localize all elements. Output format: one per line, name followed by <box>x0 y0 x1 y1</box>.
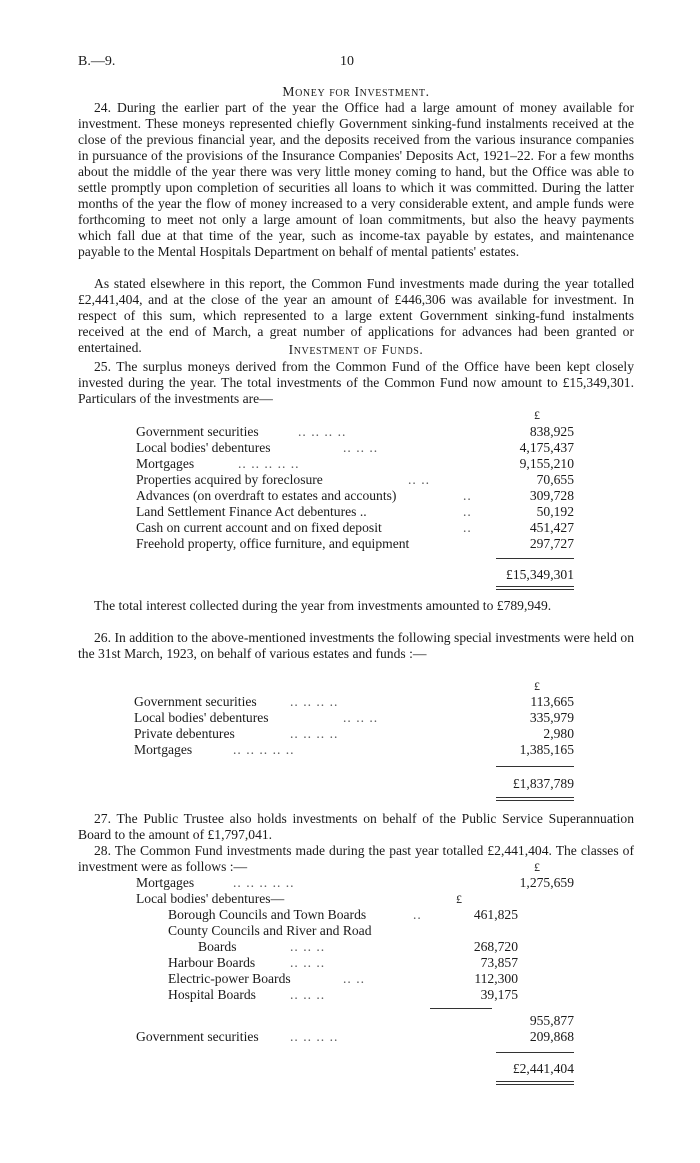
table-row: Harbour Boards .. .. .. 73,857 <box>168 955 518 970</box>
table-row: Boards .. .. .. 268,720 <box>198 939 518 954</box>
total-double-rule <box>496 797 574 801</box>
currency-symbol: £ <box>534 679 540 693</box>
investments-total: £15,349,301 <box>506 567 574 582</box>
page-number: 10 <box>340 54 354 69</box>
table-row: Hospital Boards .. .. .. 39,175 <box>168 987 518 1002</box>
table-row: Freehold property, office furniture, and equipment 297,727 <box>136 536 574 551</box>
table-row: Mortgages .. .. .. .. .. 1,275,659 <box>136 875 574 890</box>
table-row: Private debentures .. .. .. .. 2,980 <box>134 726 574 741</box>
section-heading-money: Money for Investment. <box>282 84 430 99</box>
table-row: Mortgages .. .. .. .. .. 1,385,165 <box>134 742 574 757</box>
paragraph-25: 25. The surplus moneys derived from the Common Fund of the Office have been kept closely invested during the year. The total investments of the Common Fund now amount to £15,349,301. Particulars of the investments are— <box>78 359 634 406</box>
subtotal-rule <box>496 1052 574 1053</box>
table-row: Government securities .. .. .. .. 113,665 <box>134 694 574 709</box>
subtotal-rule <box>430 1008 492 1009</box>
paragraph-interest: The total interest collected during the year from investments amounted to £789,949. <box>94 598 552 613</box>
table-row: Cash on current account and on fixed deposit .. 451,427 <box>136 520 574 535</box>
table-row: Local bodies' debentures— <box>136 891 285 906</box>
currency-symbol: £ <box>534 408 540 422</box>
table-row: Electric-power Boards .. .. 112,300 <box>168 971 518 986</box>
table-row: Government securities .. .. .. .. 209,868 <box>136 1029 574 1044</box>
document-page <box>78 0 634 1163</box>
table-row: Advances (on overdraft to estates and accounts) .. 309,728 <box>136 488 574 503</box>
currency-symbol: £ <box>534 860 540 874</box>
table-row: Properties acquired by foreclosure .. .. 70,655 <box>136 472 574 487</box>
classes-total: £2,441,404 <box>512 1061 574 1076</box>
table-row <box>78 1013 634 1029</box>
table-row: Borough Councils and Town Boards .. 461,825 <box>168 907 518 922</box>
paragraph-24-continued: As stated elsewhere in this report, the Common Fund investments made during the year totalled £2,441,404, and at the close of the year an amount of £446,306 was available for investment. In respect of this sum, which represented to a large extent Government sinking-fund instalments received at the end of March, a great number of applications for advances had been granted or entertained. <box>78 276 634 355</box>
special-investments-total: £1,837,789 <box>512 776 574 791</box>
subtotal-rule <box>496 558 574 559</box>
local-bodies-subtotal: 955,877 <box>529 1013 574 1028</box>
table-row: Government securities .. .. .. .. 838,925 <box>136 424 574 439</box>
paragraph-26: 26. In addition to the above-mentioned investments the following special investments were held on the 31st March, 1923, on behalf of various estates and funds :— <box>78 630 634 661</box>
table-row: Land Settlement Finance Act debentures .. .. 50,192 <box>136 504 574 519</box>
paragraph-27: 27. The Public Trustee also holds investments on behalf of the Public Service Superannuation Board to the amount of £1,797,041. <box>78 811 634 842</box>
document-reference: B.—9. <box>78 54 116 69</box>
total-double-rule <box>496 586 574 590</box>
table-row: Mortgages .. .. .. .. .. 9,155,210 <box>136 456 574 471</box>
currency-symbol: £ <box>456 892 462 906</box>
subtotal-rule <box>496 766 574 767</box>
section-heading-investment: Investment of Funds. <box>288 342 424 357</box>
table-row: Local bodies' debentures .. .. .. 4,175,437 <box>136 440 574 455</box>
paragraph-24: 24. During the earlier part of the year the Office had a large amount of money available for investment. These moneys represented chiefly Government sinking-fund instalments received at the close of the previous financial year, and the deposits received from the various insurance companies in pursuance of the provisions of the Insurance Companies' Deposits Act, 1921–22. For a few months about the middle of the year there was very little money coming to hand, but the Office was able to settle promptly upon completion of securities all loans to which it was committed. During the latter months of the year the flow of money increased to a very considerable extent, and ample funds were forthcoming to meet not only a large amount of loan commitments, but also the heavy payments which fall due at that time of the year, such as income-tax payable by estates, and maintenance payable to the Mental Hospitals Department on behalf of mental patients' estates. <box>78 100 634 259</box>
paragraph-28: 28. The Common Fund investments made during the past year totalled £2,441,404. The classes of investment were as follows :— <box>78 843 634 874</box>
total-double-rule <box>496 1081 574 1085</box>
table-row: Local bodies' debentures .. .. .. 335,979 <box>134 710 574 725</box>
table-row: County Councils and River and Road <box>168 923 372 938</box>
